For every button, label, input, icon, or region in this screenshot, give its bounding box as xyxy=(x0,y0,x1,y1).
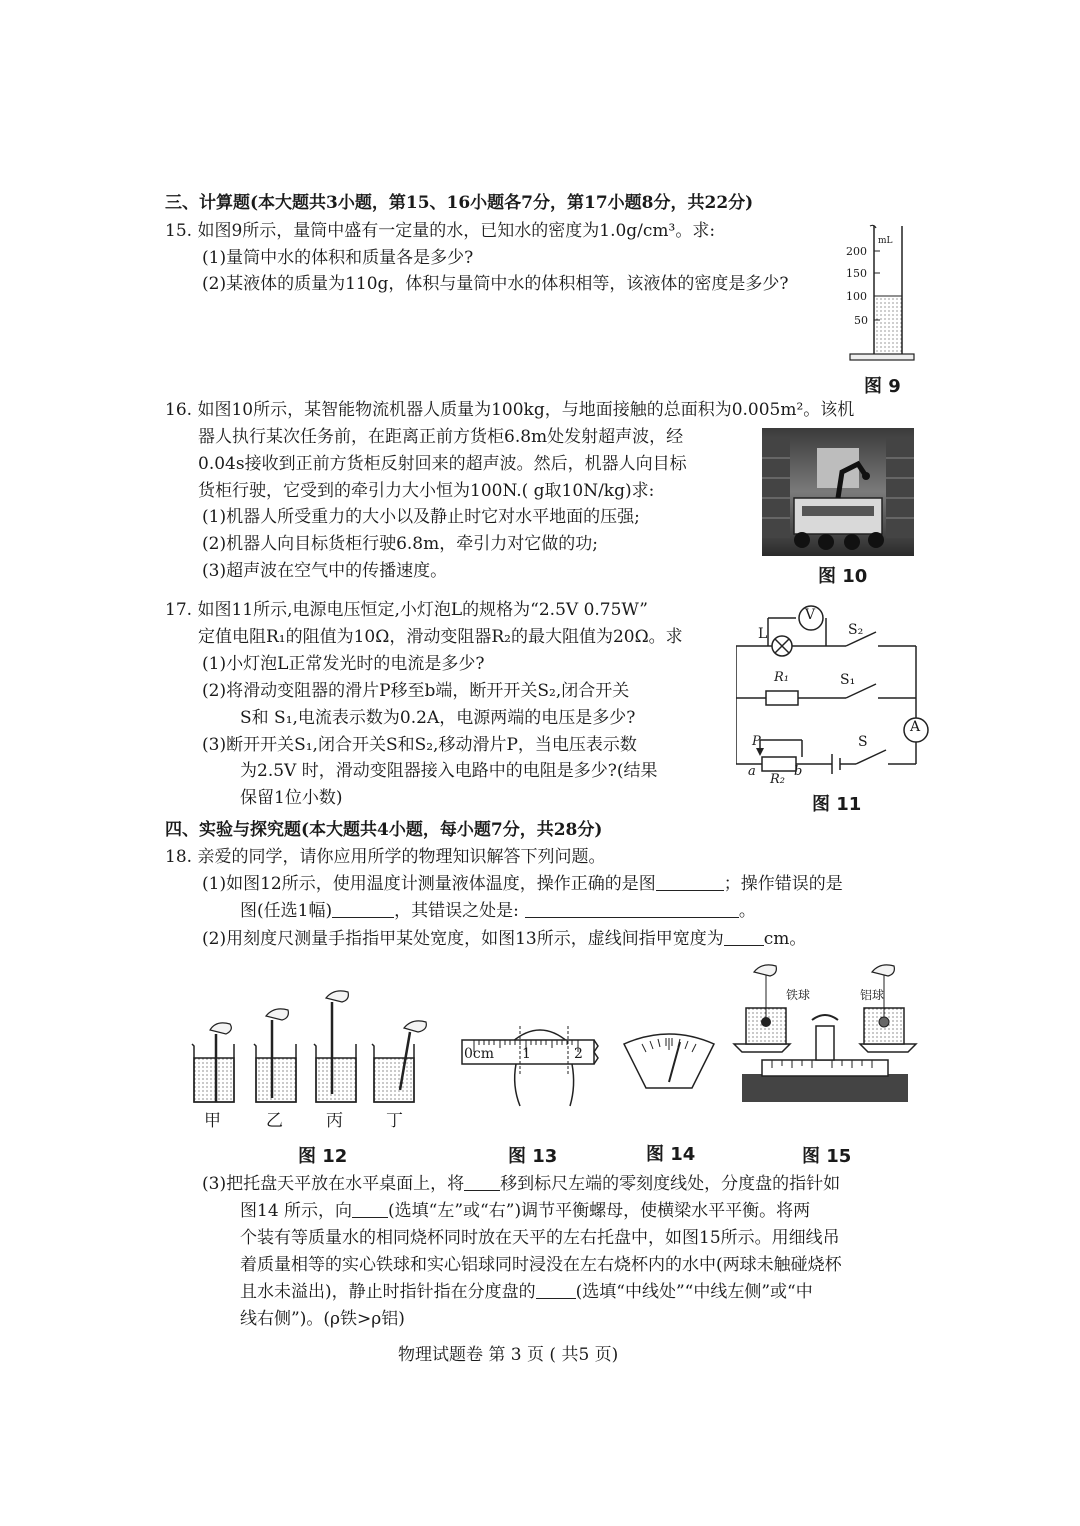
section-3-title: 三、计算题(本大题共3小题，第15、16小题各7分，第17小题8分，共22分) xyxy=(165,193,754,213)
fig12-beakers xyxy=(186,990,448,1130)
q15-stem: 15. 如图9所示，量筒中盛有一定量的水，已知水的密度为1.0g/cm³。求: xyxy=(165,221,716,241)
fig13-caption: 图 13 xyxy=(508,1146,558,1167)
lamp-label: L xyxy=(758,626,768,642)
q18-stem: 18. 亲爱的同学，请你应用所学的物理知识解答下列问题。 xyxy=(165,847,606,867)
q18-p2-text-b: cm。 xyxy=(763,929,807,949)
aluminum-ball-label: 铝球 xyxy=(860,988,885,1002)
q18-p1-text-e: 。 xyxy=(738,901,756,921)
fig13-ruler xyxy=(460,1016,602,1108)
fig9-cylinder xyxy=(840,222,920,367)
fig10-robot-photo xyxy=(762,428,914,556)
slider-p-label: P xyxy=(752,734,761,749)
fig11-caption: 图 11 xyxy=(812,794,862,815)
fig14-dial xyxy=(620,1028,718,1094)
q17-part3b: 为2.5V 时，滑动变阻器接入电路中的电阻是多少?(结果 xyxy=(240,761,658,781)
q18-part3-line4: 着质量相等的实心铁球和实心铝球同时浸没在左右烧杯内的水中(两球未触碰烧杯 xyxy=(240,1255,842,1275)
q18-p3-text-f: (选填“中线处”“中线左侧”或“中 xyxy=(575,1282,813,1302)
q16-part3: (3)超声波在空气中的传播速度。 xyxy=(202,561,448,581)
ruler-mark-2: 2 xyxy=(574,1046,583,1062)
q16-line2: 器人执行某次任务前，在距离正前方货柜6.8m处发射超声波，经 xyxy=(198,427,684,447)
q18-part3-line3: 个装有等质量水的相同烧杯同时放在天平的左右托盘中，如图15所示。用细线吊 xyxy=(240,1228,840,1248)
answer-blank-wrong-fig[interactable] xyxy=(332,901,394,918)
fig12-caption: 图 12 xyxy=(298,1146,348,1167)
q18-part3-line1 xyxy=(202,1173,840,1195)
beaker-jia-label: 甲 xyxy=(204,1111,221,1131)
q16-part2: (2)机器人向目标货柜行驶6.8m，牵引力对它做的功; xyxy=(202,534,598,554)
q16-line1: 16. 如图10所示，某智能物流机器人质量为100kg，与地面接触的总面积为0.005m²。该机 xyxy=(165,400,855,420)
r2-label: R₂ xyxy=(770,772,785,787)
fig15-caption: 图 15 xyxy=(802,1146,852,1167)
q18-p1-text-b: ；操作错误的是 xyxy=(723,874,843,894)
q16-line3: 0.04s接收到正前方货柜反射回来的超声波。然后，机器人向目标 xyxy=(198,454,687,474)
q18-p2-text-a: (2)用刻度尺测量手指指甲某处宽度，如图13所示，虚线间指甲宽度为 xyxy=(202,929,724,949)
switch-s1-label: S₁ xyxy=(840,672,856,688)
q15-part1: (1)量筒中水的体积和质量各是多少? xyxy=(202,248,474,268)
end-b-label: b xyxy=(794,764,803,779)
q18-part1-line2 xyxy=(240,900,756,922)
q15-part2: (2)某液体的质量为110g，体积与量筒中水的体积相等，该液体的密度是多少? xyxy=(202,274,789,294)
fig15-balance xyxy=(732,964,918,1108)
q17-part1: (1)小灯泡L正常发光时的电流是多少? xyxy=(202,654,485,674)
q16-part1: (1)机器人所受重力的大小以及静止时它对水平地面的压强; xyxy=(202,507,640,527)
q18-part3-line5 xyxy=(240,1281,813,1303)
q18-p3-text-a1: (3)把托盘天平放在水平桌面上，将 xyxy=(202,1174,465,1194)
switch-s-label: S xyxy=(858,734,868,750)
q17-part3c: 保留1位小数) xyxy=(240,788,343,808)
ammeter-label: A xyxy=(910,719,921,735)
q18-p1-text-d: ，其错误之处是: xyxy=(394,901,519,921)
q17-line1: 17. 如图11所示,电源电压恒定,小灯泡L的规格为“2.5V 0.75W” xyxy=(165,600,648,620)
beaker-bing-label: 丙 xyxy=(326,1111,343,1131)
end-a-label: a xyxy=(748,764,756,779)
fig10-caption: 图 10 xyxy=(818,566,868,587)
answer-blank-correct[interactable] xyxy=(656,874,724,891)
q17-part2b: S和 S₁,电流表示数为0.2A，电源两端的电压是多少? xyxy=(240,708,636,728)
voltmeter-label: V xyxy=(805,607,816,623)
fig9-caption: 图 9 xyxy=(864,376,901,397)
answer-blank-width[interactable] xyxy=(724,929,764,946)
ruler-mark-1: 1 xyxy=(522,1046,531,1062)
beaker-yi-label: 乙 xyxy=(266,1111,283,1131)
q18-p1-text-c: 图(任选1幅) xyxy=(240,901,333,921)
q18-part3-line6: 线右侧”)。(ρ铁>ρ铝) xyxy=(240,1309,405,1329)
cyl-tick-200: 200 xyxy=(846,245,867,258)
cyl-tick-150: 150 xyxy=(846,267,867,280)
q17-line2: 定值电阻R₁的阻值为10Ω，滑动变阻器R₂的最大阻值为20Ω。求 xyxy=(198,627,683,647)
cyl-tick-50: 50 xyxy=(854,314,868,327)
page-footer: 物理试题卷 第 3 页 ( 共5 页) xyxy=(398,1345,619,1365)
q18-p3-text-e: 且水未溢出)，静止时指针指在分度盘的 xyxy=(240,1282,536,1302)
q18-part3-line2 xyxy=(240,1200,810,1222)
beaker-ding-label: 丁 xyxy=(386,1111,403,1131)
cyl-unit: mL xyxy=(878,236,893,246)
iron-ball-label: 铁球 xyxy=(786,988,811,1002)
q18-p3-text-b2: (选填“左”或“右”)调节平衡螺母，使横梁水平平衡。将两 xyxy=(388,1201,811,1221)
answer-blank-direction[interactable] xyxy=(352,1201,388,1218)
q18-part1-line1 xyxy=(202,873,843,895)
fig11-circuit xyxy=(736,598,936,790)
r1-label: R₁ xyxy=(774,670,789,685)
q18-p3-text-b1: 图14 所示，向 xyxy=(240,1201,353,1221)
answer-blank-rider[interactable] xyxy=(464,1174,500,1191)
q17-part2a: (2)将滑动变阻器的滑片P移至b端，断开开关S₂,闭合开关 xyxy=(202,681,630,701)
cyl-tick-100: 100 xyxy=(846,290,867,303)
q18-p1-text-a: (1)如图12所示，使用温度计测量液体温度，操作正确的是图 xyxy=(202,874,656,894)
section-4-title: 四、实验与探究题(本大题共4小题，每小题7分，共28分) xyxy=(165,820,603,840)
q18-part2 xyxy=(202,928,806,950)
answer-blank-error-reason[interactable] xyxy=(525,901,739,918)
fig14-caption: 图 14 xyxy=(646,1144,696,1165)
switch-s2-label: S₂ xyxy=(848,622,864,638)
ruler-zero-cm: 0cm xyxy=(464,1046,495,1062)
q17-part3a: (3)断开开关S₁,闭合开关S和S₂,移动滑片P，当电压表示数 xyxy=(202,735,637,755)
q16-line4: 货柜行驶，它受到的牵引力大小恒为100N.( g取10N/kg)求: xyxy=(198,481,655,501)
answer-blank-pointer[interactable] xyxy=(536,1282,576,1299)
q18-p3-text-a2: 移到标尺左端的零刻度线处，分度盘的指针如 xyxy=(500,1174,841,1194)
